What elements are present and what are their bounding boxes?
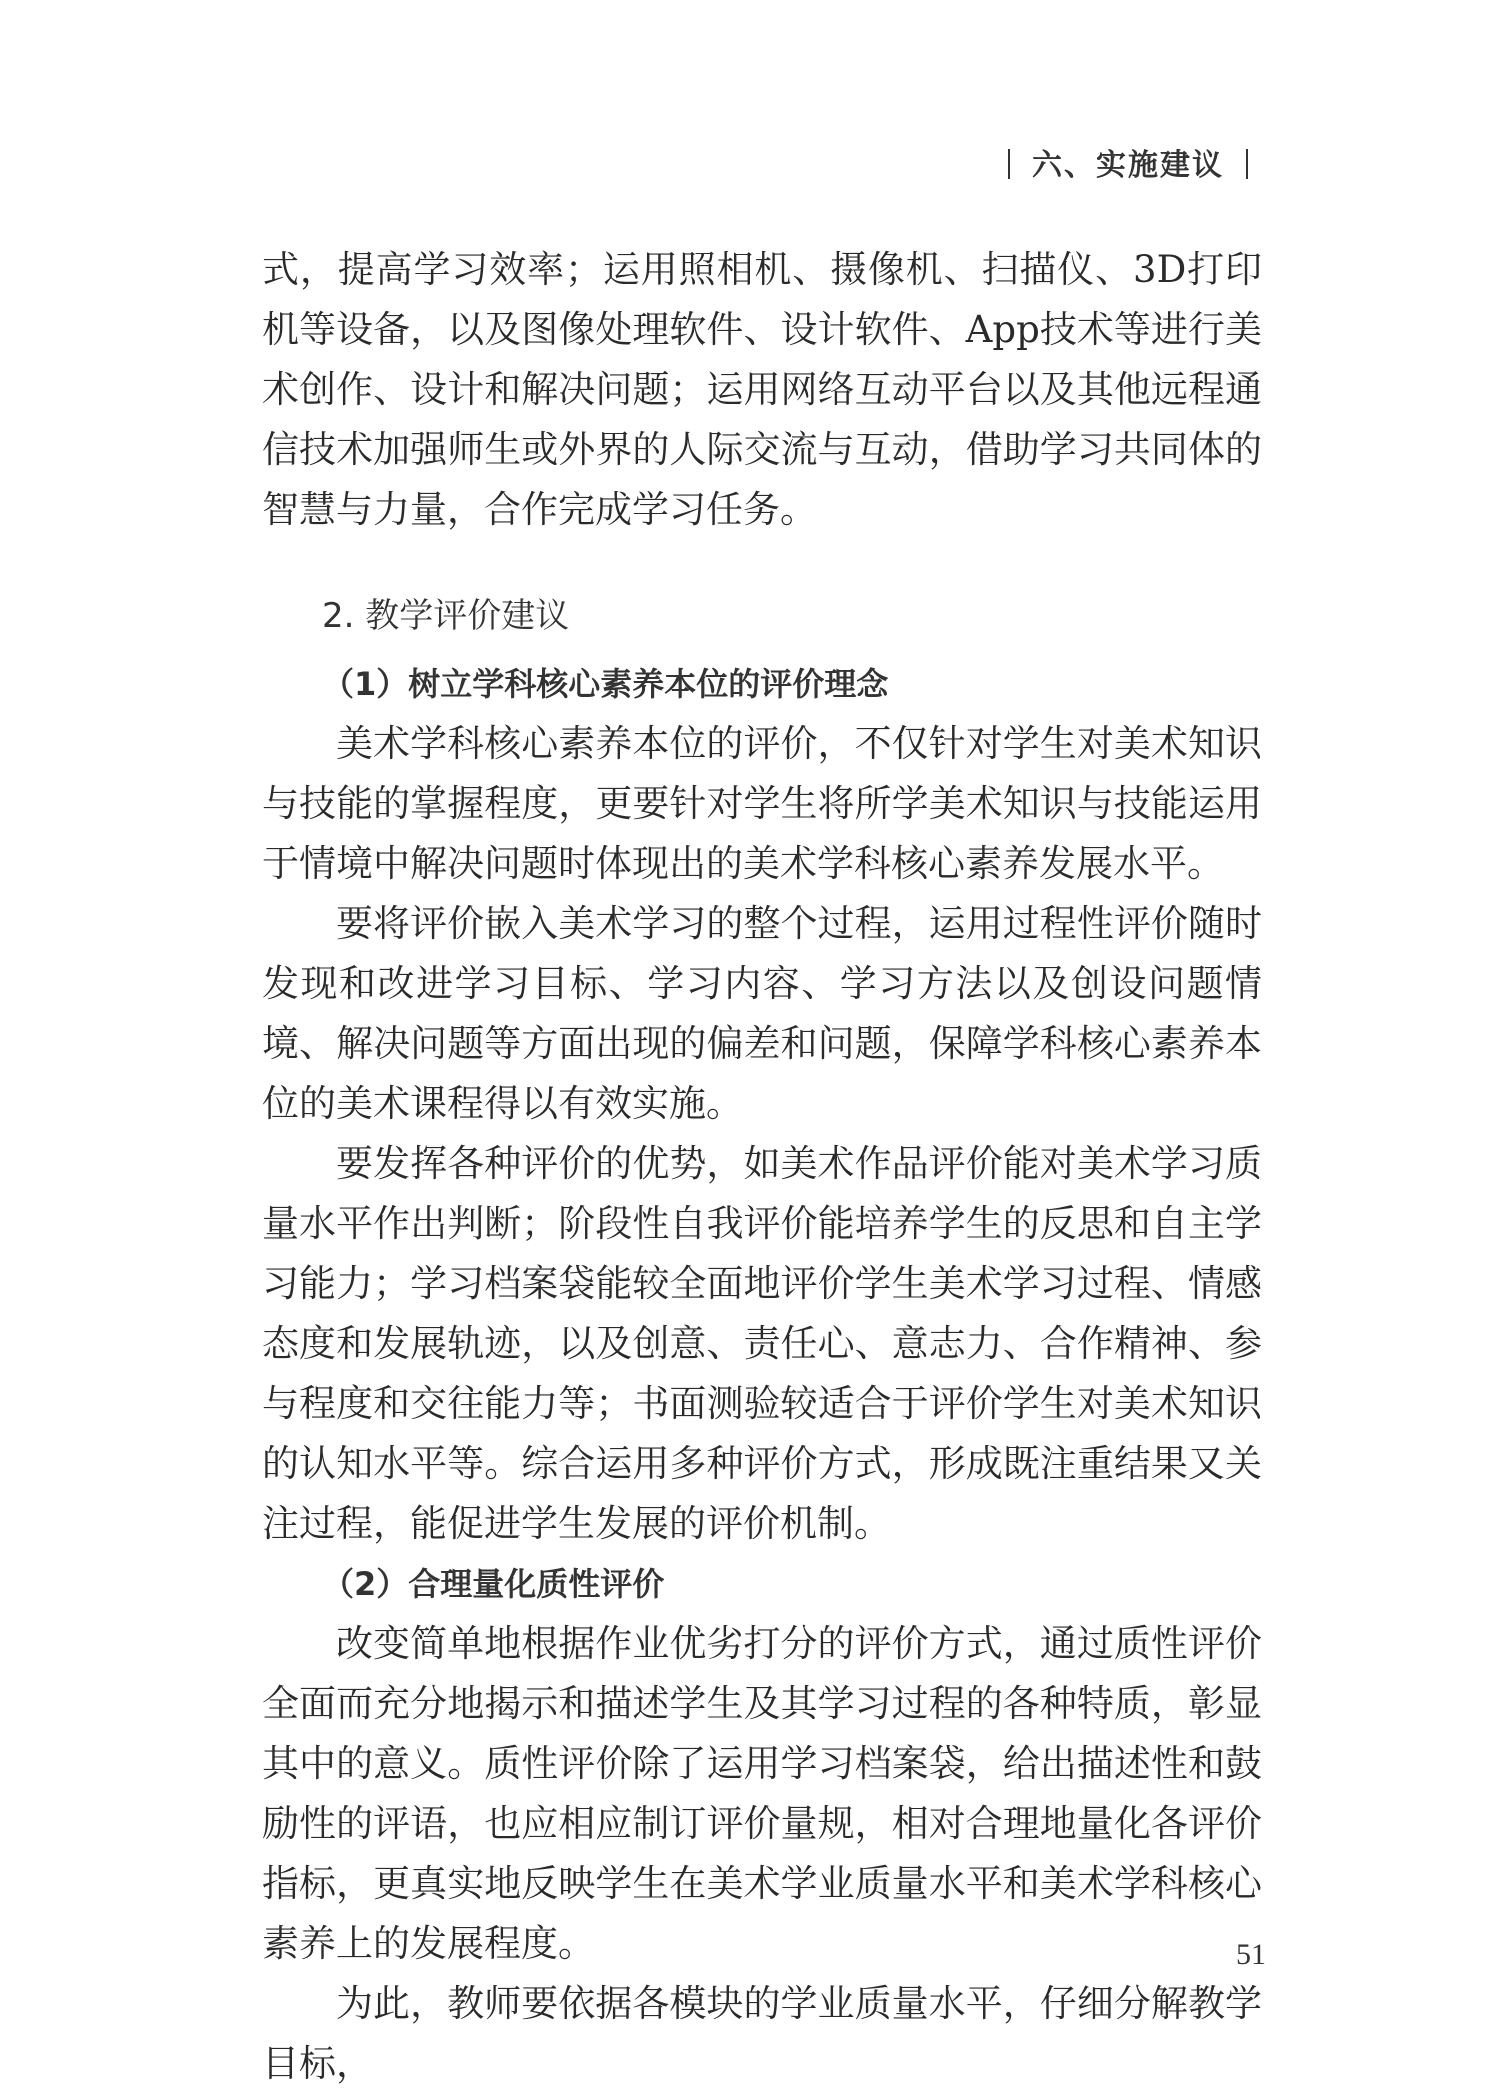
paragraph: 要将评价嵌入美术学习的整个过程，运用过程性评价随时发现和改进学习目标、学习内容、学习方法以及创设问题情境、解决问题等方面出现的偏差和问题，保障学科核心素养本位的美术课程得以有效实施。: [262, 902, 1262, 1125]
running-header: [986, 140, 1270, 184]
page-body: [262, 240, 1262, 2094]
header-divider-right: [1246, 149, 1248, 179]
section-heading-teaching-evaluation: 2. 教学评价建议: [322, 596, 570, 636]
subheading-qualitative-evaluation: （2）合理量化质性评价: [322, 1565, 665, 1603]
subheading-core-literacy-evaluation: （1）树立学科核心素养本位的评价理念: [322, 665, 889, 703]
paragraph: 美术学科核心素养本位的评价，不仅针对学生对美术知识与技能的掌握程度，更要针对学生将所学美术知识与技能运用于情境中解决问题时体现出的美术学科核心素养发展水平。: [262, 722, 1262, 885]
paragraph: 为此，教师要依据各模块的学业质量水平，仔细分解教学目标，: [262, 1982, 1262, 2085]
header-divider-left: [1008, 149, 1010, 179]
page-number: 51: [1236, 1938, 1266, 1971]
paragraph: 要发挥各种评价的优势，如美术作品评价能对美术学习质量水平作出判断；阶段性自我评价能培养学生的反思和自主学习能力；学习档案袋能较全面地评价学生美术学习过程、情感态度和发展轨迹，以及创意、责任心、意志力、合作精神、参与程度和交往能力等；书面测验较适合于评价学生对美术知识的认知水平等。综合运用多种评价方式，形成既注重结果又关注过程，能促进学生发展的评价机制。: [262, 1142, 1262, 1545]
chapter-title: 六、实施建议: [1032, 148, 1224, 183]
paragraph-continued: 式，提高学习效率；运用照相机、摄像机、扫描仪、3D打印机等设备，以及图像处理软件、设计软件、App技术等进行美术创作、设计和解决问题；运用网络互动平台以及其他远程通信技术加强师生或外界的人际交流与互动，借助学习共同体的智慧与力量，合作完成学习任务。: [262, 248, 1262, 531]
paragraph: 改变简单地根据作业优劣打分的评价方式，通过质性评价全面而充分地揭示和描述学生及其学习过程的各种特质，彰显其中的意义。质性评价除了运用学习档案袋，给出描述性和鼓励性的评语，也应相应制订评价量规，相对合理地量化各评价指标，更真实地反映学生在美术学业质量水平和美术学科核心素养上的发展程度。: [262, 1622, 1262, 1965]
